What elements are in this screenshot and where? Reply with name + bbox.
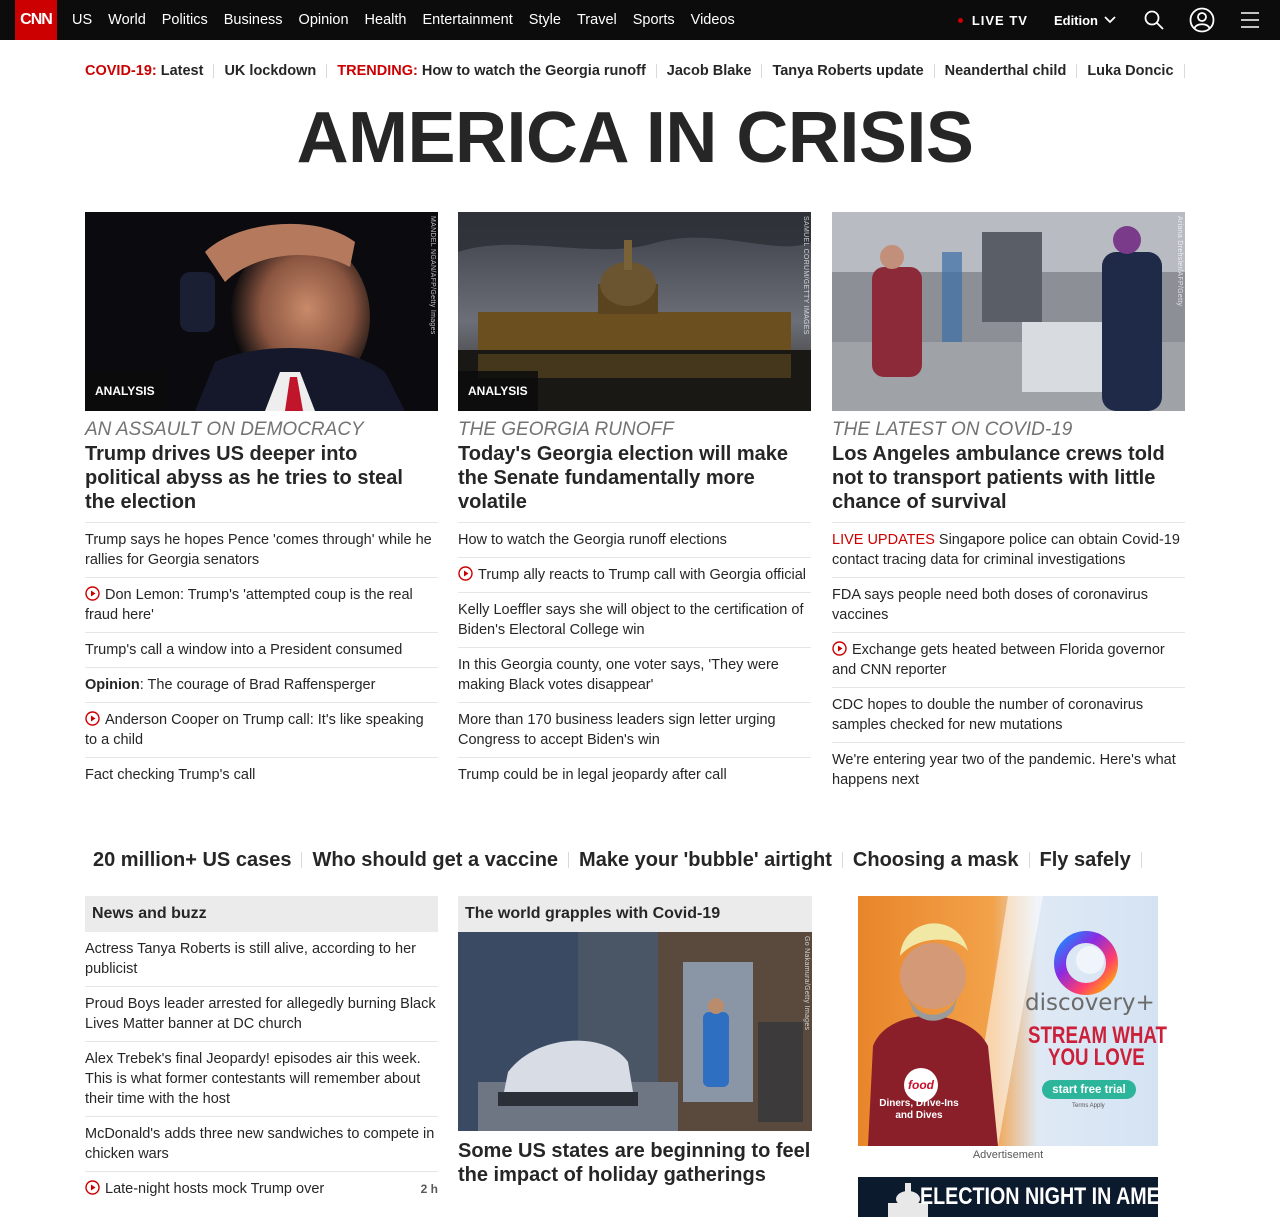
related-link[interactable]: Trump's call a window into a President consumed xyxy=(85,633,438,668)
related-link[interactable]: Trump says he hopes Pence 'comes through' while he rallies for Georgia senators xyxy=(85,523,438,578)
live-dot-icon xyxy=(958,18,963,23)
nav-link-travel[interactable]: Travel xyxy=(576,12,617,28)
hospital-photo xyxy=(832,212,1185,411)
divider xyxy=(842,852,843,868)
story-headline[interactable]: Los Angeles ambulance crews told not to transport patients with little chance of survival xyxy=(832,443,1165,513)
story-image[interactable] xyxy=(832,212,1185,411)
nav-link-world[interactable]: World xyxy=(108,12,146,28)
account-button[interactable] xyxy=(1190,0,1214,40)
news-link[interactable]: McDonald's adds three new sandwiches to compete in chicken wars xyxy=(85,1117,438,1172)
related-link[interactable]: FDA says people need both doses of coronavirus vaccines xyxy=(832,578,1185,633)
ad-banner-text: ELECTION NIGHT IN AMERICA xyxy=(920,1183,1208,1210)
start-free-trial-button[interactable]: start free trial xyxy=(1042,1080,1136,1099)
related-link[interactable]: In this Georgia county, one voter says, 'They were making Black votes disappear' xyxy=(458,648,811,703)
related-link[interactable]: More than 170 business leaders sign letter urging Congress to accept Biden's win xyxy=(458,703,811,758)
news-link[interactable]: Actress Tanya Roberts is still alive, according to her publicist xyxy=(85,932,438,987)
nav-link-health[interactable]: Health xyxy=(364,12,407,28)
trending-label: TRENDING: xyxy=(337,63,418,79)
user-icon xyxy=(1189,7,1215,33)
news-link[interactable]: Late-night hosts mock Trump over 2 h xyxy=(85,1172,438,1206)
trending-link[interactable]: UK lockdown xyxy=(224,63,317,79)
covid-topic-bar xyxy=(93,846,1152,874)
story-headline[interactable]: Today's Georgia election will make the Senate fundamentally more volatile xyxy=(458,443,789,513)
nav-right xyxy=(958,0,1280,40)
nav-link-sports[interactable]: Sports xyxy=(632,12,675,28)
trending-link[interactable]: Neanderthal child xyxy=(944,63,1067,79)
ad-show-name: Diners, Drive-Ins xyxy=(879,1098,959,1109)
nav-link-business[interactable]: Business xyxy=(223,12,283,28)
related-link[interactable]: Anderson Cooper on Trump call: It's like speaking to a child xyxy=(85,703,438,758)
story-headline[interactable]: Some US states are beginning to feel the impact of holiday gatherings xyxy=(458,1140,811,1186)
trending-link[interactable]: How to watch the Georgia runoff xyxy=(421,63,646,79)
related-link[interactable]: How to watch the Georgia runoff elections xyxy=(458,523,811,558)
nav-link-videos[interactable]: Videos xyxy=(690,12,735,28)
divider xyxy=(761,64,762,78)
related-link[interactable]: Opinion: The courage of Brad Raffensperger xyxy=(85,668,438,703)
nav-link-entertainment[interactable]: Entertainment xyxy=(422,12,513,28)
news-link[interactable]: Proud Boys leader arrested for allegedly burning Black Lives Matter banner at DC church xyxy=(85,987,438,1042)
video-play-icon xyxy=(832,641,847,656)
divider xyxy=(326,64,327,78)
analysis-badge: ANALYSIS xyxy=(85,371,165,411)
video-play-icon xyxy=(85,1180,100,1195)
topic-link[interactable]: Make your 'bubble' airtight xyxy=(579,848,832,871)
related-links xyxy=(85,522,438,792)
section-links xyxy=(64,0,743,40)
related-link[interactable]: LIVE UPDATES Singapore police can obtain Covid-19 contact tracing data for criminal investigations xyxy=(832,523,1185,578)
story-headline[interactable]: Trump drives US deeper into political abyss as he tries to steal the election xyxy=(85,443,403,513)
chevron-down-icon xyxy=(1104,16,1116,24)
divider xyxy=(1029,852,1030,868)
story-kicker[interactable]: AN ASSAULT ON DEMOCRACY xyxy=(85,419,364,440)
banner-headline[interactable]: AMERICA IN CRISIS xyxy=(296,98,974,178)
hamburger-icon xyxy=(1240,11,1260,29)
trending-link[interactable]: Tanya Roberts update xyxy=(772,63,924,79)
story-image[interactable] xyxy=(458,212,811,411)
divider xyxy=(1184,64,1185,78)
covid-label: COVID-19: xyxy=(85,63,157,79)
ad-brand: discovery+ xyxy=(1025,990,1155,1016)
menu-button[interactable] xyxy=(1238,0,1262,40)
topic-link[interactable]: Choosing a mask xyxy=(852,848,1019,871)
live-updates-label: LIVE UPDATES xyxy=(832,532,935,548)
nav-link-opinion[interactable]: Opinion xyxy=(298,12,349,28)
story-column-covid xyxy=(832,212,1185,797)
cnn-logo[interactable]: CNN xyxy=(15,0,57,40)
topic-link[interactable]: Fly safely xyxy=(1039,848,1131,871)
section-header[interactable]: The world grapples with Covid-19 xyxy=(458,896,812,932)
nav-link-politics[interactable]: Politics xyxy=(161,12,208,28)
nav-link-us[interactable]: US xyxy=(72,12,93,28)
related-link[interactable]: Exchange gets heated between Florida governor and CNN reporter xyxy=(832,633,1185,688)
video-play-icon xyxy=(458,566,473,581)
live-tv-label: LIVE TV xyxy=(971,12,1028,28)
opinion-label: Opinion xyxy=(85,677,140,693)
edition-dropdown[interactable] xyxy=(1054,13,1116,28)
live-tv-link[interactable] xyxy=(958,13,1028,28)
timestamp: 2 h xyxy=(420,1182,438,1196)
related-link[interactable]: CDC hopes to double the number of coronavirus samples checked for new mutations xyxy=(832,688,1185,743)
divider xyxy=(213,64,214,78)
top-navigation xyxy=(0,0,1280,40)
news-link[interactable]: Alex Trebek's final Jeopardy! episodes air this week. This is what former contestants will remember about their time with the host xyxy=(85,1042,438,1117)
ad-tagline: YOU LOVE xyxy=(1048,1044,1145,1071)
related-link[interactable]: Trump could be in legal jeopardy after call xyxy=(458,767,727,783)
world-covid-section xyxy=(458,896,812,1187)
topic-link[interactable]: Who should get a vaccine xyxy=(312,848,559,871)
related-link[interactable]: Kelly Loeffler says she will object to the certification of Biden's Electoral College win xyxy=(458,593,811,648)
divider xyxy=(656,64,657,78)
story-column-politics xyxy=(85,212,438,792)
story-column-georgia xyxy=(458,212,811,792)
related-links xyxy=(832,522,1185,797)
story-image[interactable] xyxy=(85,212,438,411)
photo-credit: SAMUEL CORUM/GETTY IMAGES xyxy=(802,216,809,335)
discovery-plus-ad[interactable] xyxy=(858,896,1167,1146)
story-image[interactable] xyxy=(458,932,812,1131)
related-link[interactable]: Trump ally reacts to Trump call with Georgia official xyxy=(458,558,811,593)
election-night-ad[interactable] xyxy=(858,1177,1208,1217)
trending-bar xyxy=(85,60,1195,82)
search-icon xyxy=(1144,10,1164,30)
story-kicker[interactable]: THE LATEST ON COVID-19 xyxy=(832,419,1073,440)
divider xyxy=(1076,64,1077,78)
nav-link-style[interactable]: Style xyxy=(528,12,561,28)
search-button[interactable] xyxy=(1142,0,1166,40)
divider xyxy=(1141,852,1142,868)
related-links xyxy=(458,522,811,792)
video-play-icon xyxy=(85,586,100,601)
divider xyxy=(301,852,302,868)
topic-link[interactable]: 20 million+ US cases xyxy=(93,848,292,871)
trending-link[interactable]: Latest xyxy=(160,63,204,79)
ad-tagline: STREAM WHAT xyxy=(1028,1022,1167,1049)
related-link[interactable]: Fact checking Trump's call xyxy=(85,767,256,783)
edition-label: Edition xyxy=(1053,12,1098,28)
photo-credit: MANDEL NGAN/AFP/Getty Images xyxy=(429,216,436,335)
photo-credit: Ariana Drehsler/AFP/Getty xyxy=(1176,216,1183,307)
news-list xyxy=(85,932,438,1206)
ad-terms: Terms Apply xyxy=(1072,1103,1105,1109)
food-network-logo: food xyxy=(904,1068,938,1102)
analysis-badge: ANALYSIS xyxy=(458,371,538,411)
photo-credit: Go Nakamura/Getty Images xyxy=(803,936,810,1031)
story-kicker[interactable]: THE GEORGIA RUNOFF xyxy=(458,419,674,440)
video-play-icon xyxy=(85,711,100,726)
divider xyxy=(934,64,935,78)
related-link[interactable]: Don Lemon: Trump's 'attempted coup is the real fraud here' xyxy=(85,578,438,633)
ad-show-name: and Dives xyxy=(895,1110,943,1121)
trending-link[interactable]: Luka Doncic xyxy=(1087,63,1174,79)
section-header[interactable]: News and buzz xyxy=(85,896,438,932)
trending-link[interactable]: Jacob Blake xyxy=(666,63,752,79)
advertisement-label: Advertisement xyxy=(972,1149,1044,1161)
divider xyxy=(568,852,569,868)
news-and-buzz-section xyxy=(85,896,438,1206)
hospital-hallway-photo xyxy=(458,932,812,1131)
related-link[interactable]: We're entering year two of the pandemic. Here's what happens next xyxy=(832,752,1176,788)
